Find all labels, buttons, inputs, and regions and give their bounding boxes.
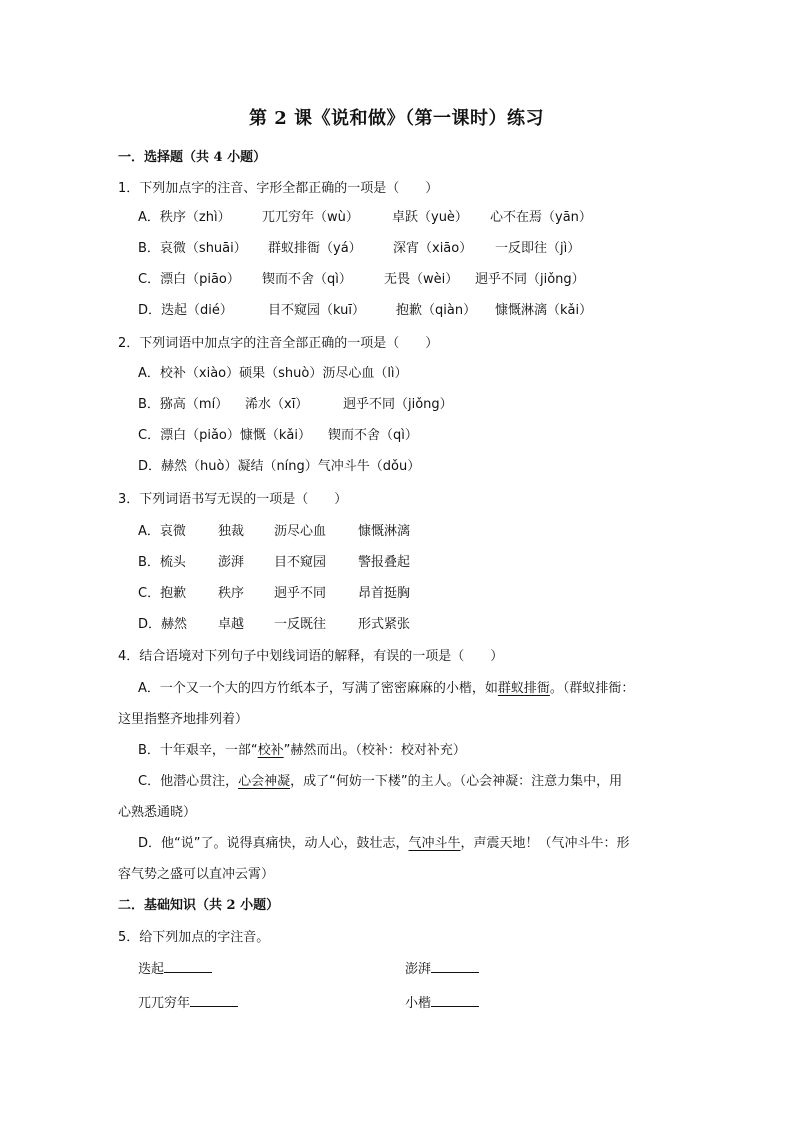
q2-a-text: A．校补（xiào）硕果（shuò）沥尽心血（lì） — [138, 366, 408, 381]
q3-c-4: 昂首挺胸 — [358, 586, 411, 601]
q4-b-underlined: 校补 — [257, 743, 284, 758]
q1-b-1: B．哀微（shuāi） — [138, 241, 247, 256]
answer-blank[interactable] — [431, 994, 479, 1007]
q4-option-a-line2: 这里指整齐地排列着） — [118, 712, 249, 727]
q2-d-text: D．赫然（huò）凝结（níng）气冲斗牛（dǒu） — [138, 459, 421, 474]
q3-c-3: 迥乎不同 — [274, 586, 327, 601]
q4-d-pre: D．他“说”了。说得真痛快，动人心，鼓壮志， — [138, 836, 409, 851]
q3-a-3: 沥尽心血 — [274, 524, 327, 539]
question-2-stem: 2．下列词语中加点字的注音全部正确的一项是（ ） — [118, 336, 439, 351]
q3-a-4: 慷慨淋漓 — [358, 524, 411, 539]
q1-d-1: D．迭起（dié） — [138, 303, 233, 318]
q1-b-2: 群蚁排衙（yá） — [268, 241, 362, 256]
q4-option-c-line2: 心熟悉通晓） — [118, 805, 197, 820]
q1-d-4: 慷慨淋漓（kǎi） — [495, 303, 593, 318]
q1-c-2: 锲而不舍（qì） — [262, 272, 352, 287]
q4-a-underlined: 群蚁排衙 — [497, 681, 550, 696]
q1-b-4: 一反即往（jì） — [495, 241, 581, 256]
q1-c-3: 无畏（wèi） — [384, 272, 459, 287]
q4-option-c-line1 — [138, 770, 622, 789]
q5-item-3 — [138, 992, 238, 1011]
q5-item-2-word: 澎湃 — [405, 962, 432, 977]
section-heading-choice: 一．选择题（共 4 小题） — [118, 150, 267, 165]
q1-a-4: 心不在焉（yān） — [490, 210, 592, 225]
q4-c-pre: C．他潜心贯注， — [138, 774, 239, 789]
q2-b-2: 浠水（xī） — [245, 397, 309, 412]
q5-item-1-word: 迭起 — [138, 962, 165, 977]
page-title: 第 2 课《说和做》（第一课时）练习 — [248, 108, 545, 129]
q5-item-4-word: 小楷 — [405, 996, 432, 1011]
q4-a-pre: A．一个又一个大的四方竹纸本子，写满了密密麻麻的小楷，如 — [138, 681, 498, 696]
q4-option-a-line1 — [138, 677, 634, 696]
answer-blank[interactable] — [164, 960, 212, 973]
q1-a-1: A．秩序（zhì） — [138, 210, 231, 225]
q1-c-1: C．漂白（piāo） — [138, 272, 240, 287]
q5-item-2 — [405, 958, 479, 977]
q3-d-1: D．赫然 — [138, 617, 188, 632]
q3-c-1: C．抱歉 — [138, 586, 187, 601]
question-4-stem: 4．结合语境对下列句子中划线词语的解释，有误的一项是（ ） — [118, 649, 504, 664]
q4-c-post: ，成了“何妨一下楼”的主人。（心会神凝：注意力集中，用 — [290, 774, 623, 789]
q3-b-1: B．梳头 — [138, 555, 186, 570]
q3-b-2: 澎湃 — [218, 555, 245, 570]
q1-c-4: 迥乎不同（jiǒng） — [475, 272, 585, 287]
q4-b-post: ”赫然而出。（校补：校对补充） — [283, 743, 466, 758]
q4-option-d-line1 — [138, 832, 630, 851]
q4-d-post: ，声震天地！（气冲斗牛：形 — [460, 836, 630, 851]
section-heading-basics: 二．基础知识（共 2 小题） — [118, 898, 280, 913]
q3-c-2: 秩序 — [218, 586, 245, 601]
q2-b-3: 迥乎不同（jiǒng） — [343, 397, 453, 412]
q2-c-2: 锲而不舍（qì） — [328, 428, 418, 443]
q3-d-2: 卓越 — [218, 617, 245, 632]
q4-option-d-line2: 容气势之盛可以直冲云霄） — [118, 867, 275, 882]
q2-b-1: B．猕高（mí） — [138, 397, 229, 412]
q4-b-pre: B．十年艰辛，一部“ — [138, 743, 258, 758]
q1-d-3: 抱歉（qiàn） — [396, 303, 477, 318]
q3-a-2: 独裁 — [218, 524, 245, 539]
q5-item-3-word: 兀兀穷年 — [138, 996, 191, 1011]
q4-d-underlined: 气冲斗牛 — [408, 836, 461, 851]
question-1-stem: 1．下列加点字的注音、字形全都正确的一项是（ ） — [118, 181, 439, 196]
q2-c-1: C．漂白（piǎo）慷慨（kǎi） — [138, 428, 311, 443]
q4-a-post: 。（群蚁排衙： — [549, 681, 635, 696]
q3-b-4: 警报叠起 — [358, 555, 411, 570]
q4-option-b — [138, 739, 466, 758]
q4-c-underlined: 心会神凝 — [238, 774, 291, 789]
answer-blank[interactable] — [190, 994, 238, 1007]
q1-d-2: 目不窥园（kuī） — [268, 303, 365, 318]
q3-b-3: 目不窥园 — [274, 555, 327, 570]
q5-item-4 — [405, 992, 479, 1011]
question-3-stem: 3．下列词语书写无误的一项是（ ） — [118, 492, 348, 507]
q1-a-2: 兀兀穷年（wù） — [262, 210, 359, 225]
question-5-stem: 5．给下列加点的字注音。 — [118, 930, 270, 945]
q1-b-3: 深宵（xiāo） — [393, 241, 473, 256]
q3-a-1: A．哀微 — [138, 524, 186, 539]
q3-d-4: 形式紧张 — [358, 617, 411, 632]
answer-blank[interactable] — [431, 960, 479, 973]
q3-d-3: 一反既往 — [274, 617, 327, 632]
q1-a-3: 卓跃（yuè） — [392, 210, 468, 225]
q5-item-1 — [138, 958, 212, 977]
